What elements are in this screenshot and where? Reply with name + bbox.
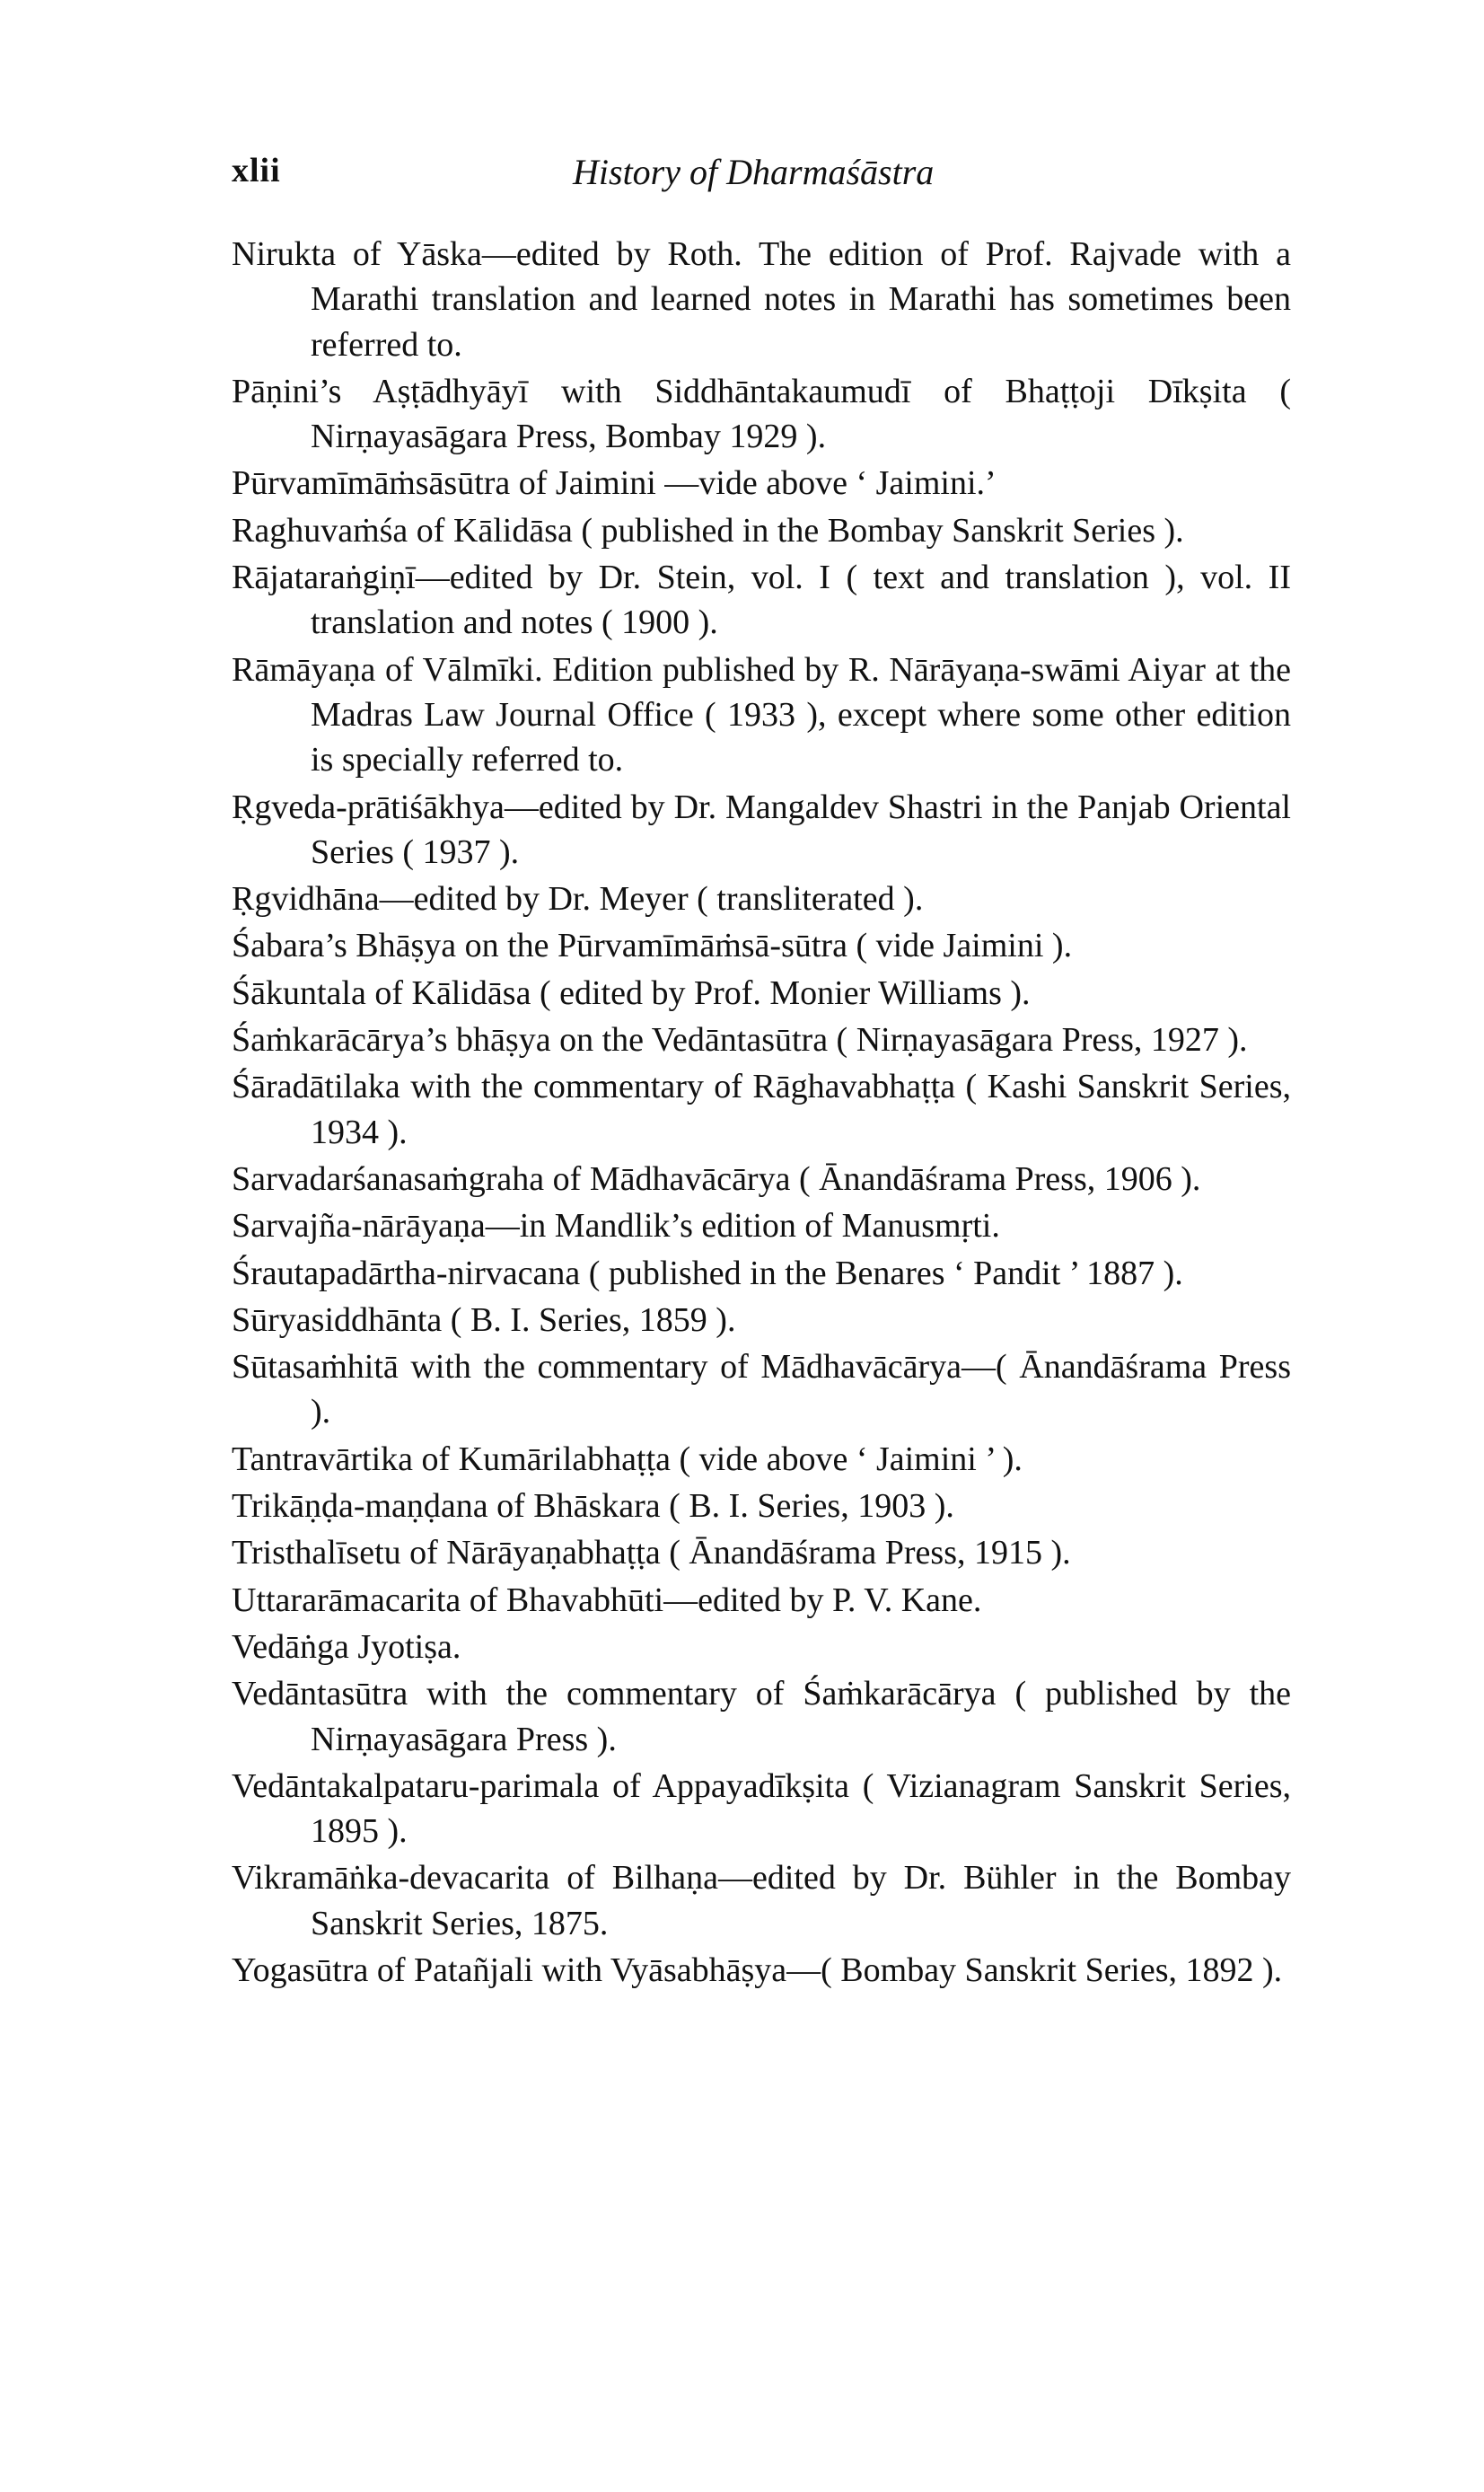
bibliography-entry: Rāmāyaṇa of Vālmīki. Edition published by R. Nārāyaṇa-swāmi Aiyar at the Madras Law Journal Office ( 1933 ), except where some other edition is specially referred to. — [232, 650, 1291, 779]
bibliography-list — [232, 232, 1291, 1994]
bibliography-entry: Pāṇini’s Aṣṭādhyāyī with Siddhāntakaumudī of Bhaṭṭoji Dīkṣita ( Nirṇayasāgara Press, Bombay 1929 ). — [232, 372, 1291, 456]
bibliography-entry: Ṛgvidhāna—edited by Dr. Meyer ( transliterated ). — [232, 880, 924, 919]
bibliography-entry: Sūtasaṁhitā with the commentary of Mādhavācārya—( Ānandāśrama Press ). — [232, 1348, 1291, 1431]
bibliography-entry: Tantravārtika of Kumārilabhaṭṭa ( vide above ‘ Jaimini ’ ). — [232, 1440, 1023, 1478]
bibliography-entry: Yogasūtra of Patañjali with Vyāsabhāṣya—( Bombay Sanskrit Series, 1892 ). — [232, 1950, 1283, 1989]
bibliography-entry: Sūryasiddhānta ( B. I. Series, 1859 ). — [232, 1300, 736, 1339]
bibliography-entry: Sarvadarśanasaṁgraha of Mādhavācārya ( Ānandāśrama Press, 1906 ). — [232, 1159, 1201, 1198]
bibliography-entry: Vikramāṅka-devacarita of Bilhaṇa—edited by Dr. Bühler in the Bombay Sanskrit Series, 1875. — [232, 1859, 1291, 1942]
bibliography-entry: Raghuvaṁśa of Kālidāsa ( published in the Bombay Sanskrit Series ). — [232, 511, 1184, 550]
bibliography-entry: Tristhalīsetu of Nārāyaṇabhaṭṭa ( Ānandāśrama Press, 1915 ). — [232, 1534, 1071, 1572]
bibliography-entry: Rājataraṅgiṇī—edited by Dr. Stein, vol. I ( text and translation ), vol. II translation and notes ( 1900 ). — [232, 559, 1291, 642]
bibliography-entry: Vedāṅga Jyotiṣa. — [232, 1627, 461, 1666]
bibliography-entry: Śāradātilaka with the commentary of Rāghavabhaṭṭa ( Kashi Sanskrit Series, 1934 ). — [232, 1068, 1291, 1151]
bibliography-entry: Śrautapadārtha-nirvacana ( published in the Benares ‘ Pandit ’ 1887 ). — [232, 1254, 1183, 1292]
bibliography-entry: Vedāntasūtra with the commentary of Śaṁkarācārya ( published by the Nirṇayasāgara Press ). — [232, 1675, 1291, 1758]
bibliography-entry: Pūrvamīmāṁsāsūtra of Jaimini —vide above ‘ Jaimini.’ — [232, 464, 997, 503]
bibliography-entry: Śaṁkarācārya’s bhāṣya on the Vedāntasūtra ( Nirṇayasāgara Press, 1927 ). — [232, 1021, 1248, 1060]
bibliography-entry: Trikāṇḍa-maṇḍana of Bhāskara ( B. I. Series, 1903 ). — [232, 1487, 954, 1526]
bibliography-entry: Vedāntakalpataru-parimala of Appayadīkṣita ( Vizianagram Sanskrit Series, 1895 ). — [232, 1766, 1291, 1851]
bibliography-entry: Uttararāmacarita of Bhavabhūti—edited by P. V. Kane. — [232, 1581, 982, 1619]
bibliography-entry: Nirukta of Yāska—edited by Roth. The edition of Prof. Rajvade with a Marathi translation and learned notes in Marathi has sometimes been referred to. — [232, 235, 1291, 364]
bibliography-entry: Ṛgveda-prātiśākhya—edited by Dr. Mangaldev Shastri in the Panjab Oriental Series ( 1937 ). — [232, 788, 1291, 871]
running-title: History of Dharmaśāstra — [573, 152, 935, 192]
page-header — [232, 151, 1291, 205]
bibliography-entry: Śākuntala of Kālidāsa ( edited by Prof. Monier Williams ). — [232, 973, 1031, 1012]
page-number: xlii — [232, 152, 281, 189]
bibliography-entry: Sarvajña-nārāyaṇa—in Mandlik’s edition of Manusmṛti. — [232, 1207, 1000, 1246]
bibliography-entry: Śabara’s Bhāṣya on the Pūrvamīmāṁsā-sūtra ( vide Jaimini ). — [232, 927, 1073, 965]
